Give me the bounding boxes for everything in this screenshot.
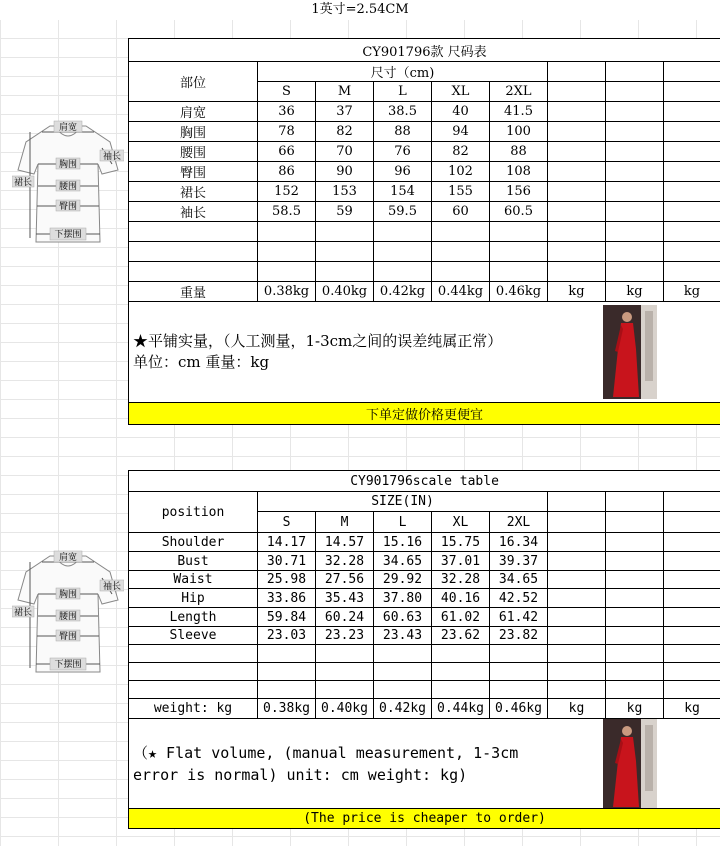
size-s: S xyxy=(258,512,316,533)
cell: 153 xyxy=(316,182,374,202)
cell: 39.37 xyxy=(490,552,548,571)
size-2xl: 2XL xyxy=(490,82,548,102)
weight-cell: kg xyxy=(606,282,664,302)
size-xl: XL xyxy=(432,82,490,102)
cell: 25.98 xyxy=(258,571,316,589)
row-label: Sleeve xyxy=(129,627,258,645)
cell: 90 xyxy=(316,162,374,182)
cell: 58.5 xyxy=(258,202,316,222)
size-l: L xyxy=(374,82,432,102)
weight-cell: kg xyxy=(606,699,664,719)
row-label: Shoulder xyxy=(129,533,258,552)
weight-label: 重量 xyxy=(129,282,258,302)
weight-cell: 0.46kg xyxy=(490,699,548,719)
cell: 37 xyxy=(316,102,374,122)
cell: 100 xyxy=(490,122,548,142)
weight-cell: 0.42kg xyxy=(374,699,432,719)
cell: 23.03 xyxy=(258,627,316,645)
order-promo-banner: (The price is cheaper to order) xyxy=(129,809,720,829)
cell: 59.5 xyxy=(374,202,432,222)
measurement-note xyxy=(129,719,720,809)
table-row xyxy=(129,122,720,142)
cell: 42.52 xyxy=(490,589,548,608)
note-line-2: 单位：cm 重量：kg xyxy=(133,353,270,371)
cell: 82 xyxy=(316,122,374,142)
diagram-label-hem: 下摆围 xyxy=(54,660,82,670)
cell: 88 xyxy=(490,142,548,162)
position-header: 部位 xyxy=(129,62,258,102)
diagram-label-sleeve: 袖长 xyxy=(102,582,122,592)
diagram-label-hip: 臀围 xyxy=(58,632,78,642)
cell: 36 xyxy=(258,102,316,122)
diagram-label-waist: 腰围 xyxy=(58,182,78,192)
measurement-note xyxy=(129,302,720,403)
cell: 32.28 xyxy=(432,571,490,589)
model-photo xyxy=(603,719,657,809)
size-table-en xyxy=(128,470,720,829)
order-promo-banner: 下单定做价格更便宜 xyxy=(129,403,720,425)
table-row xyxy=(129,608,720,627)
cell: 61.42 xyxy=(490,608,548,627)
cell: 32.28 xyxy=(316,552,374,571)
table-title: CY901796scale table xyxy=(129,471,720,492)
table-row xyxy=(129,533,720,552)
table-title: CY901796款 尺码表 xyxy=(129,39,720,62)
weight-row xyxy=(129,282,720,302)
garment-diagram xyxy=(12,550,124,678)
size-m: M xyxy=(316,512,374,533)
note-line-1: ★平铺实量，（人工测量，1-3cm之间的误差纯属正常） xyxy=(133,332,503,350)
table-row xyxy=(129,162,720,182)
garment-diagram xyxy=(12,120,124,248)
row-label: 腰围 xyxy=(129,142,258,162)
cell: 154 xyxy=(374,182,432,202)
diagram-label-hip: 臀围 xyxy=(58,202,78,212)
row-label: 裙长 xyxy=(129,182,258,202)
cell: 15.75 xyxy=(432,533,490,552)
cell: 41.5 xyxy=(490,102,548,122)
table-row xyxy=(129,627,720,645)
cell: 155 xyxy=(432,182,490,202)
table-row xyxy=(129,102,720,122)
size-l: L xyxy=(374,512,432,533)
row-label: 肩宽 xyxy=(129,102,258,122)
cell: 23.82 xyxy=(490,627,548,645)
cell: 59.84 xyxy=(258,608,316,627)
cell: 152 xyxy=(258,182,316,202)
size-m: M xyxy=(316,82,374,102)
weight-row xyxy=(129,699,720,719)
cell: 59 xyxy=(316,202,374,222)
weight-cell: 0.44kg xyxy=(432,282,490,302)
cell: 35.43 xyxy=(316,589,374,608)
diagram-label-length: 裙长 xyxy=(13,608,33,618)
weight-cell: 0.38kg xyxy=(258,699,316,719)
cell: 156 xyxy=(490,182,548,202)
cell: 30.71 xyxy=(258,552,316,571)
weight-cell: 0.40kg xyxy=(316,282,374,302)
cell: 96 xyxy=(374,162,432,182)
row-label: 胸围 xyxy=(129,122,258,142)
size-table-cn xyxy=(128,38,720,425)
cell: 37.01 xyxy=(432,552,490,571)
cell: 60.5 xyxy=(490,202,548,222)
cell: 23.23 xyxy=(316,627,374,645)
diagram-label-length: 裙长 xyxy=(13,178,33,188)
cell: 16.34 xyxy=(490,533,548,552)
cell: 40.16 xyxy=(432,589,490,608)
cell: 15.16 xyxy=(374,533,432,552)
cell: 23.43 xyxy=(374,627,432,645)
table-row xyxy=(129,142,720,162)
weight-cell: kg xyxy=(664,699,720,719)
diagram-label-waist: 腰围 xyxy=(58,612,78,622)
model-photo xyxy=(603,305,657,399)
size-header: 尺寸（cm) xyxy=(258,62,548,82)
cell: 60.63 xyxy=(374,608,432,627)
row-label: Bust xyxy=(129,552,258,571)
row-label: Hip xyxy=(129,589,258,608)
cell: 34.65 xyxy=(374,552,432,571)
diagram-label-bust: 胸围 xyxy=(58,590,78,600)
cell: 108 xyxy=(490,162,548,182)
weight-cell: 0.44kg xyxy=(432,699,490,719)
cell: 37.80 xyxy=(374,589,432,608)
row-label: Length xyxy=(129,608,258,627)
weight-cell: kg xyxy=(664,282,720,302)
weight-cell: 0.40kg xyxy=(316,699,374,719)
position-header: position xyxy=(129,492,258,533)
diagram-label-bust: 胸围 xyxy=(58,160,78,170)
cell: 70 xyxy=(316,142,374,162)
cell: 14.57 xyxy=(316,533,374,552)
weight-cell: 0.46kg xyxy=(490,282,548,302)
diagram-label-shoulder: 肩宽 xyxy=(58,123,78,133)
row-label: 袖长 xyxy=(129,202,258,222)
cell: 76 xyxy=(374,142,432,162)
cell: 66 xyxy=(258,142,316,162)
note-line-1: （★ Flat volume, (manual measurement, 1-3cm xyxy=(133,743,519,762)
size-xl: XL xyxy=(432,512,490,533)
size-chart-cn xyxy=(0,38,720,430)
cell: 27.56 xyxy=(316,571,374,589)
weight-cell: 0.42kg xyxy=(374,282,432,302)
table-row xyxy=(129,202,720,222)
inch-conversion-note: 1英寸=2.54CM xyxy=(0,0,720,20)
weight-cell: kg xyxy=(548,699,606,719)
cell: 94 xyxy=(432,122,490,142)
size-2xl: 2XL xyxy=(490,512,548,533)
cell: 38.5 xyxy=(374,102,432,122)
cell: 14.17 xyxy=(258,533,316,552)
cell: 23.62 xyxy=(432,627,490,645)
cell: 29.92 xyxy=(374,571,432,589)
note-line-2: error is normal) unit: cm weight: kg) xyxy=(133,765,468,784)
cell: 82 xyxy=(432,142,490,162)
table-row xyxy=(129,552,720,571)
cell: 102 xyxy=(432,162,490,182)
cell: 88 xyxy=(374,122,432,142)
weight-cell: kg xyxy=(548,282,606,302)
table-row xyxy=(129,589,720,608)
row-label: 臀围 xyxy=(129,162,258,182)
cell: 86 xyxy=(258,162,316,182)
weight-cell: 0.38kg xyxy=(258,282,316,302)
diagram-label-sleeve: 袖长 xyxy=(102,152,122,162)
weight-label: weight: kg xyxy=(129,699,258,719)
row-label: Waist xyxy=(129,571,258,589)
cell: 34.65 xyxy=(490,571,548,589)
table-row xyxy=(129,182,720,202)
table-row xyxy=(129,571,720,589)
cell: 40 xyxy=(432,102,490,122)
cell: 60 xyxy=(432,202,490,222)
cell: 61.02 xyxy=(432,608,490,627)
diagram-label-hem: 下摆围 xyxy=(54,230,82,240)
diagram-label-shoulder: 肩宽 xyxy=(58,553,78,563)
cell: 33.86 xyxy=(258,589,316,608)
size-chart-en xyxy=(0,470,720,828)
cell: 60.24 xyxy=(316,608,374,627)
cell: 78 xyxy=(258,122,316,142)
size-header: SIZE(IN) xyxy=(258,492,548,512)
size-s: S xyxy=(258,82,316,102)
